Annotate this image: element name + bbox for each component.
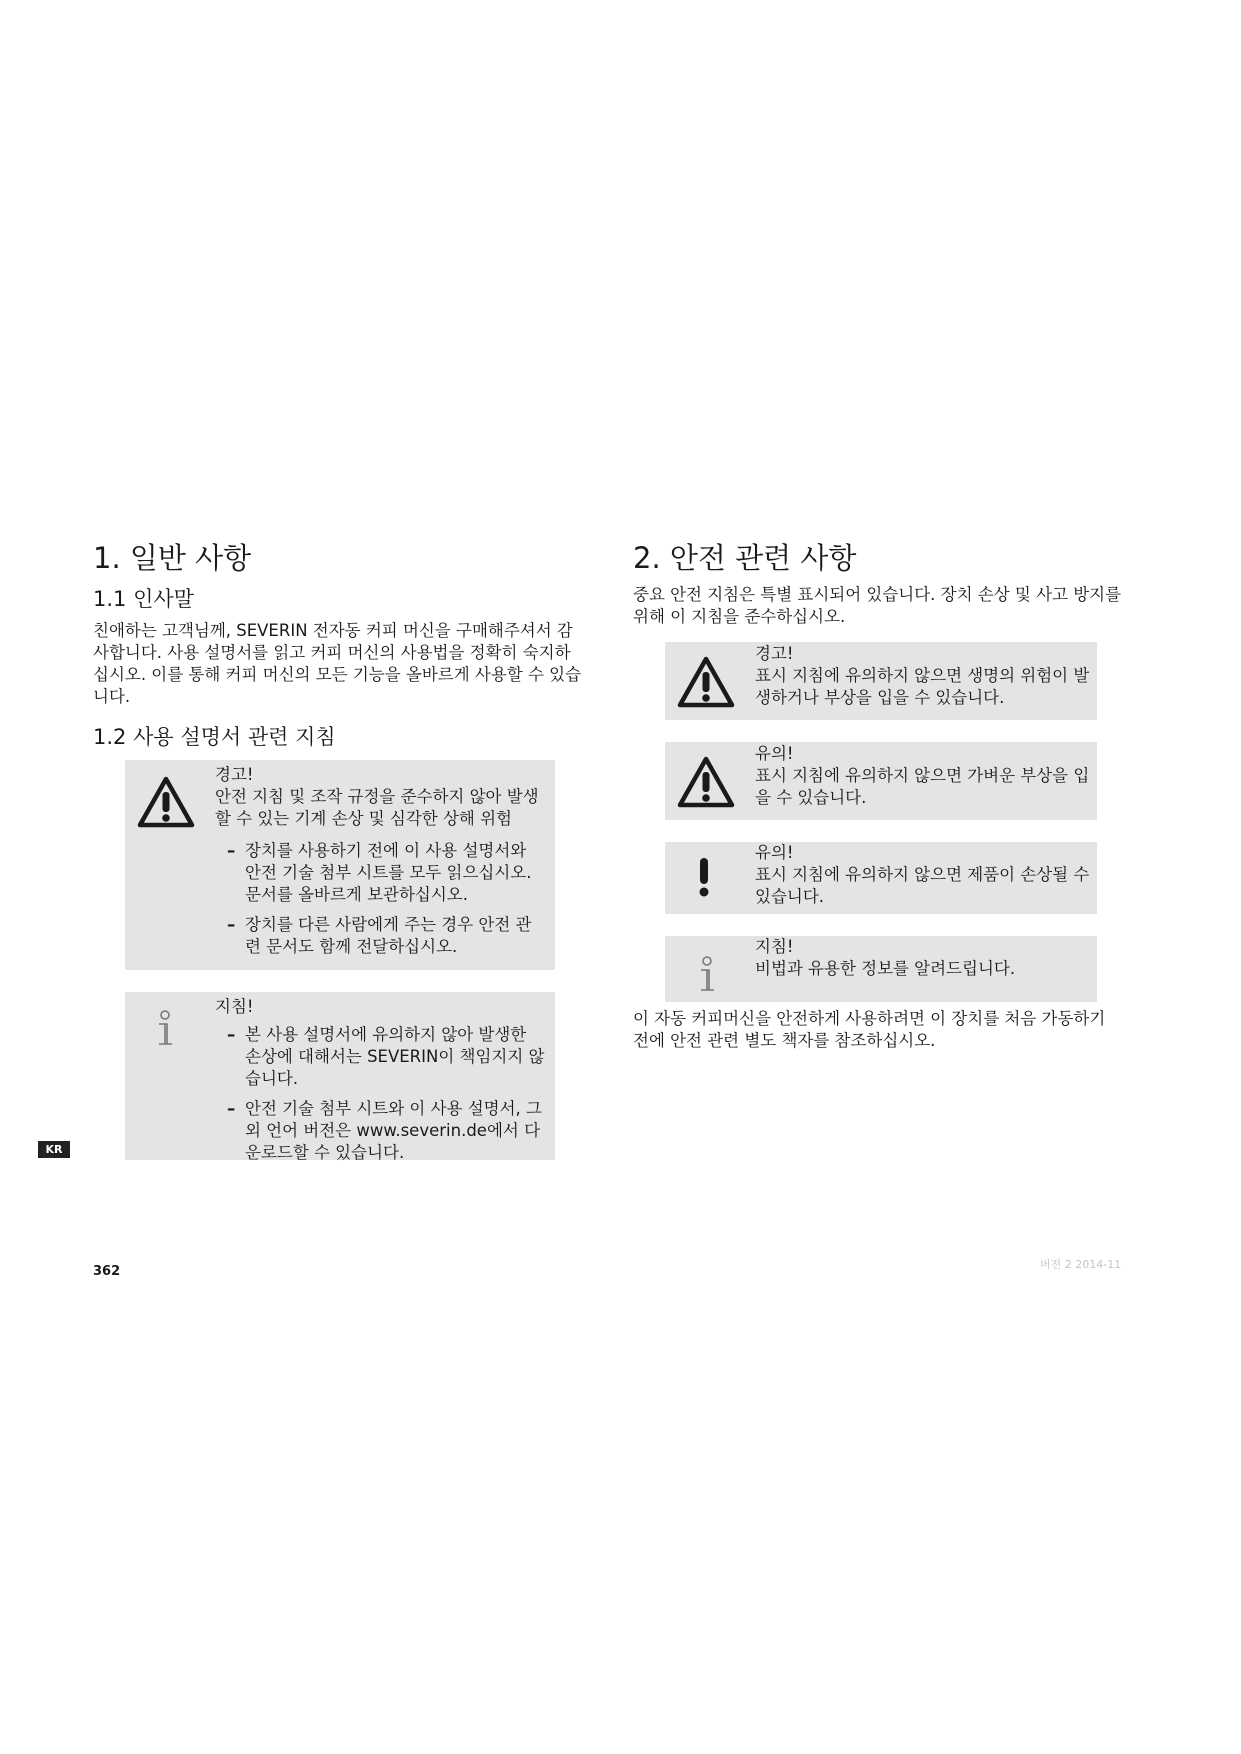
version-label: 버전 2 2014-11 (1040, 1258, 1122, 1271)
info-heading: 지침! (215, 997, 254, 1016)
warning-triangle-icon (137, 776, 195, 834)
greeting-title: 1.1 인사말 (93, 587, 194, 611)
warning-notice-box (125, 760, 555, 970)
safety-intro: 중요 안전 지침은 특별 표시되어 있습니다. 장치 손상 및 사고 방지를 위해 이 지침을 준수하십시오. (633, 585, 1122, 626)
safety-caution-box (665, 742, 1097, 820)
info-icon (153, 1010, 177, 1056)
box-text: 표시 지침에 유의하지 않으면 가벼운 부상을 입을 수 있습니다. (755, 766, 1090, 807)
warning-heading: 경고! (215, 765, 254, 784)
list-item: – 안전 기술 첨부 시트와 이 사용 설명서, 그 외 언어 버전은 www.severin.de에서 다운로드할 수 있습니다. (225, 1098, 545, 1164)
info-notice-box (125, 992, 555, 1160)
section-general (93, 538, 583, 1160)
safety-outro: 이 자동 커피머신을 안전하게 사용하려면 이 장치를 처음 가동하기 전에 안전 관련 별도 책자를 참조하십시오. (633, 1009, 1106, 1050)
box-heading: 유의! (755, 843, 794, 862)
section-safety (633, 538, 1123, 1052)
safety-warning-box (665, 642, 1097, 720)
list-item: – 장치를 사용하기 전에 이 사용 설명서와 안전 기술 첨부 시트를 모두 읽으십시오. 문서를 올바르게 보관하십시오. (225, 840, 545, 906)
warning-text: 안전 지침 및 조작 규정을 준수하지 않아 발생할 수 있는 기계 손상 및 심각한 상해 위험 (215, 787, 539, 828)
box-heading: 지침! (755, 937, 794, 956)
box-text: 비법과 유용한 정보를 알려드립니다. (755, 959, 1016, 978)
warning-list (225, 840, 545, 958)
box-text: 표시 지침에 유의하지 않으면 생명의 위험이 발생하거나 부상을 입을 수 있습니다. (755, 666, 1090, 707)
section-1-title: 1. 일반 사항 (93, 541, 252, 575)
list-item: – 본 사용 설명서에 유의하지 않아 발생한 손상에 대해서는 SEVERIN이 책임지지 않습니다. (225, 1024, 545, 1090)
warning-triangle-icon (677, 656, 735, 714)
info-icon (695, 956, 719, 1002)
box-heading: 경고! (755, 644, 794, 663)
warning-triangle-icon (677, 756, 735, 814)
page-number: 362 (93, 1264, 121, 1279)
list-item: – 장치를 다른 사람에게 주는 경우 안전 관련 문서도 함께 전달하십시오. (225, 914, 545, 958)
greeting-body: 친애하는 고객님께, SEVERIN 전자동 커피 머신을 구매해주셔서 감사합니다. 사용 설명서를 읽고 커피 머신의 사용법을 정확히 숙지하십시오. 이를 통해 커피 머신의 모든 기능을 올바르게 사용할 수 있습니다. (93, 621, 582, 706)
box-heading: 유의! (755, 744, 794, 763)
safety-product-caution-box (665, 842, 1097, 914)
box-text: 표시 지침에 유의하지 않으면 제품이 손상될 수 있습니다. (755, 865, 1090, 906)
section-2-title: 2. 안전 관련 사항 (633, 541, 857, 575)
safety-info-box (665, 936, 1097, 1002)
info-list (225, 1024, 545, 1164)
exclamation-icon (697, 858, 711, 904)
manual-guidelines-title: 1.2 사용 설명서 관련 지침 (93, 725, 336, 749)
language-badge: KR (38, 1141, 70, 1158)
